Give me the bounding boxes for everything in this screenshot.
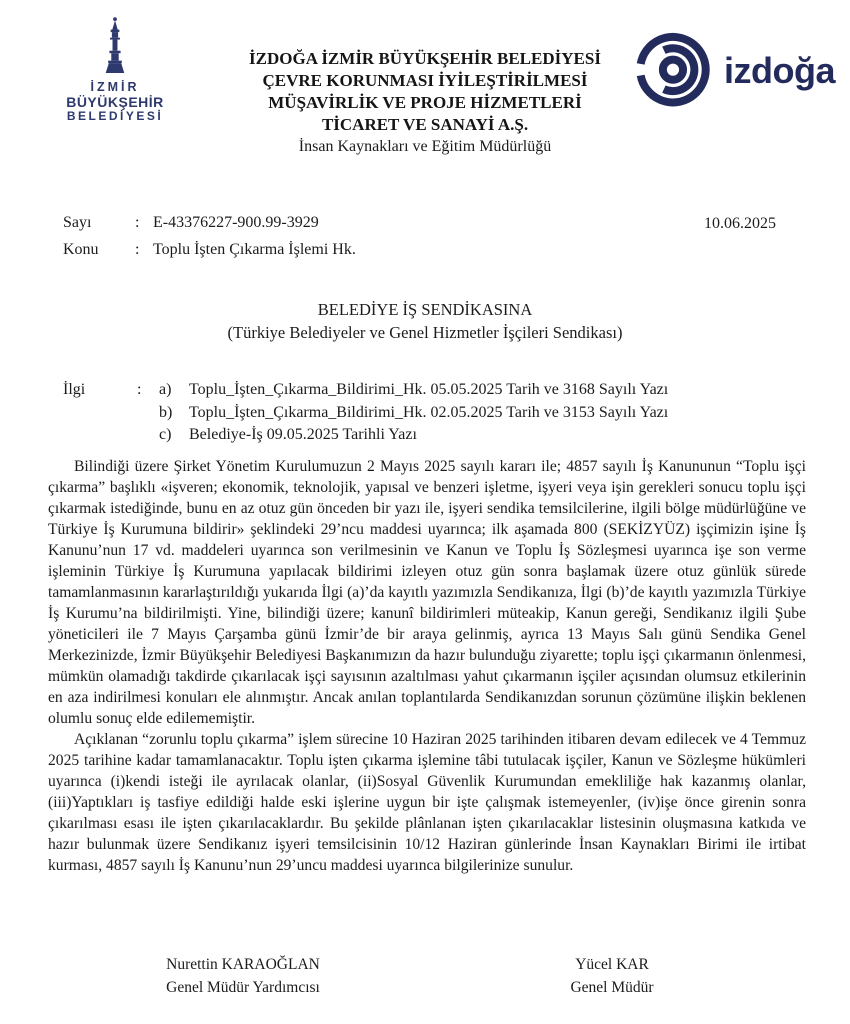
body-paragraph-2: Açıklanan “zorunlu toplu çıkarma” işlem sürecine 10 Haziran 2025 tarihinden itibaren devam edilecek ve 4 Temmuz 2025 tarihine kadar tamamlanacaktır. Toplu işten çıkarma işlemine tâbi tutulacak işçiler, Kanun ve Sözleşme hükümleri uyarınca (i)kendi isteği ile ayrılacak olanlar, (ii)Sosyal Güvenlik Kurumundan emekliliğe hak kazanmış olanlar, (iii)Yaptıkları iş tasfiye edildiği halde eski işlerine uygun bir işte çalışmak istemeyenler, (iv)işe önce girenin sonra çıkarılması esası ile işten çıkarılacaklardır. Bu şekilde plânlanan işten çıkarılacaklar listesinin oluşmasına katkıda ve hazır bulunmak üzere Sendikanız işyeri temsilcisinin 10/12 Haziran günlerinde İnsan Kaynakları Birimi ile irtibat kurması, 4857 sayılı İş Kanunu’nun 29’uncu maddesi uyarınca bilgilerinize sunulur.: [48, 731, 806, 874]
sayi-row: [63, 214, 802, 232]
reference-marker: c): [159, 426, 172, 443]
ilgi-label: İlgi: [63, 381, 86, 398]
reference-row: [63, 402, 810, 425]
letter-date: 10.06.2025: [704, 215, 776, 232]
reference-text: Toplu_İşten_Çıkarma_Bildirimi_Hk. 02.05.2025 Tarih ve 3153 Sayılı Yazı: [189, 403, 669, 421]
company-name-line: ÇEVRE KORUNMASI İYİLEŞTİRİLMESİ: [262, 71, 588, 90]
izdoga-logo: [636, 26, 835, 115]
izdoga-wordmark: izdoğa: [724, 49, 835, 91]
municipality-logo-line1: İZMİR: [90, 80, 140, 94]
reference-text: Belediye-İş 09.05.2025 Tarihli Yazı: [189, 426, 417, 443]
konu-label: Konu: [63, 241, 99, 258]
sayi-colon: :: [135, 214, 140, 231]
municipality-logo-line2: BÜYÜKŞEHİR: [66, 94, 164, 111]
konu-value: Toplu İşten Çıkarma İşlemi Hk.: [153, 241, 356, 258]
izdoga-mark-icon: [636, 26, 720, 115]
konu-colon: :: [135, 241, 140, 258]
recipient-title: BELEDİYE İŞ SENDİKASINA: [317, 300, 533, 319]
izmir-municipality-logo: [55, 16, 175, 124]
konu-row: [63, 241, 802, 259]
letter-body: [48, 456, 806, 876]
signer-name: Nurettin KARAOĞLAN: [166, 956, 320, 973]
reference-row: [63, 379, 810, 402]
signature-left: [118, 953, 368, 999]
sayi-value: E-43376227-900.99-3929: [153, 214, 319, 231]
signature-block: [0, 953, 850, 999]
reference-marker: b): [159, 403, 173, 421]
reference-text: Toplu_İşten_Çıkarma_Bildirimi_Hk. 05.05.2025 Tarih ve 3168 Sayılı Yazı: [189, 381, 669, 398]
clock-tower-icon: [55, 16, 175, 78]
signature-right: [502, 953, 722, 999]
signer-title: Genel Müdür: [570, 979, 654, 996]
signer-title: Genel Müdür Yardımcısı: [166, 979, 320, 996]
recipient-subtitle: (Türkiye Belediyeler ve Genel Hizmetler İşçileri Sendikası): [227, 323, 623, 342]
company-name-line: İZDOĞA İZMİR BÜYÜKŞEHİR BELEDİYESİ: [249, 49, 601, 68]
sayi-label: Sayı: [63, 214, 92, 231]
reference-marker: a): [159, 381, 172, 398]
department-line: İnsan Kaynakları ve Eğitim Müdürlüğü: [298, 138, 552, 155]
letter-meta: [63, 214, 802, 268]
references-block: [63, 379, 810, 447]
company-header: [185, 48, 665, 158]
municipality-logo-line3: BELEDİYESİ: [66, 109, 164, 124]
recipient-block: [0, 298, 850, 344]
reference-row: [63, 424, 810, 447]
company-name-line: TİCARET VE SANAYİ A.Ş.: [321, 115, 529, 134]
ilgi-colon: :: [137, 381, 142, 398]
company-name-line: MÜŞAVİRLİK VE PROJE HİZMETLERİ: [268, 93, 582, 112]
signer-name: Yücel KAR: [575, 956, 649, 973]
body-paragraph-1: Bilindiği üzere Şirket Yönetim Kurulumuzun 2 Mayıs 2025 sayılı kararı ile; 4857 sayılı İş Kanununun “Toplu işçi çıkarma” başlıklı «işveren; ekonomik, teknolojik, yapısal ve benzeri işletme, işyeri veya işin gerekleri sonucu toplu işçi çıkarmak istediğinde, bunu en az otuz gün önceden bir yazı ile, işyeri sendika temsilcilerine, ilgili bölge müdürlüğüne ve Türkiye İş Kurumuna bildirir» şeklindeki 29’ncu maddesi uyarınca; ilk aşamada 800 (SEKİZYÜZ) işçimizin işine İş Kanunu’nun 17 vd. maddeleri uyarınca son verilmesinin ve Kanun ve Toplu İş Sözleşmesi uyarınca işe son verme işleminin Türkiye İş Kurumuna yapılacak bildirimi izleyen otuz gün sonra başlamak üzere otuz günlük sürede tamamlanmasının kararlaştırıldığı yukarıda İlgi (a)’da kayıtlı yazımızla Sendikanıza, İlgi (b)’de kayıtlı yazımızla Türkiye İş Kurumu’na bildirilmişti. Yine, bilindiği üzere; kanunî bildirimleri müteakip, Kanun gereği, Sendikanız ilgili Şube yöneticileri ile 7 Mayıs Çarşamba günü İzmir’de bir araya gelinmiş, ayrıca 13 Mayıs Salı günü Sendika Genel Merkezinizde, İzmir Büyükşehir Belediyesi Başkanımızın da hazır bulunduğu ziyarette; toplu işçi çıkarmanın önlenmesi, mümkün olamadığı takdirde çıkarılacak işçi sayısının azaltılması yahut çıkarmanın işçiler açısından olumsuz etkilerinin en aza indirilmesi konuları ele alınmıştır. Ancak anılan toplantılarda Sendikanızdan sorunun çözümüne ilişkin beklenen olumlu sonuç elde edilememiştir.: [48, 458, 806, 727]
